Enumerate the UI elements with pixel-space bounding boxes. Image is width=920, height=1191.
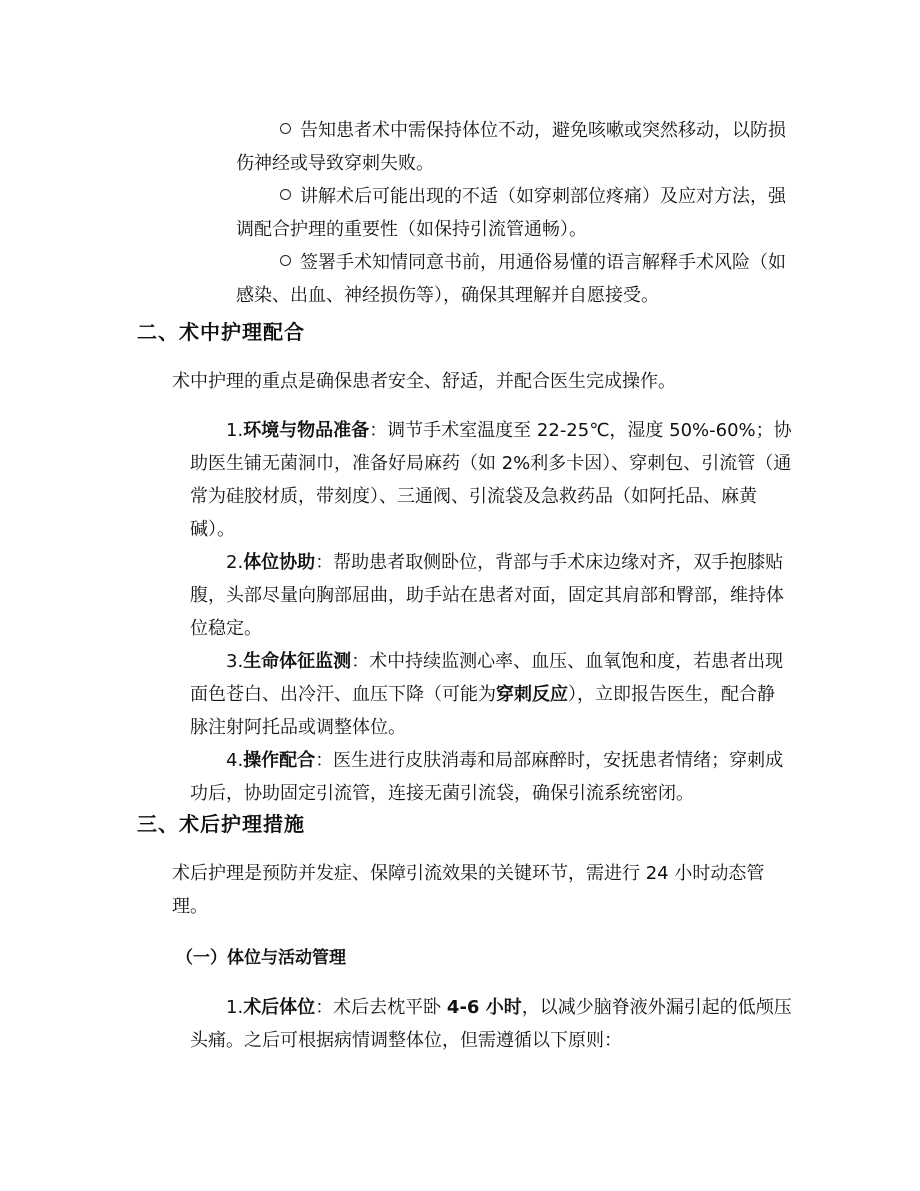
section-intro: 术中护理的重点是确保患者安全、舒适，并配合医生完成操作。 bbox=[172, 371, 676, 392]
list-item: 讲解术后可能出现的不适（如穿刺部位疼痛）及应对方法，强调配合护理的重要性（如保持引流管通畅）。 bbox=[236, 186, 786, 240]
list-item: 4.操作配合：医生进行皮肤消毒和局部麻醉时，安抚患者情绪；穿刺成功后，协助固定引流管，连接无菌引流袋，确保引流系统密闭。 bbox=[190, 750, 784, 804]
item-term: 环境与物品准备 bbox=[243, 420, 370, 441]
list-item: 1.环境与物品准备：调节手术室温度至 22-25℃，湿度 50%-60%；协助医生铺无菌洞巾，准备好局麻药（如 2%利多卡因）、穿刺包、引流管（通常为硅胶材质，带刻度）、三通阀、引流袋及急救药品（如阿托品、麻黄碱）。 bbox=[190, 420, 792, 540]
circle-bullet-icon bbox=[280, 255, 291, 266]
section-intro: 术后护理是预防并发症、保障引流效果的关键环节，需进行 24 小时动态管理。 bbox=[172, 863, 765, 917]
item-term: 操作配合 bbox=[243, 750, 316, 771]
list-item: 3.生命体征监测：术中持续监测心率、血压、血氧饱和度，若患者出现面色苍白、出冷汗、血压下降（可能为穿刺反应），立即报告医生，配合静脉注射阿托品或调整体位。 bbox=[190, 651, 784, 738]
section-heading: 三、术后护理措施 bbox=[137, 812, 305, 836]
section-heading: 二、术中护理配合 bbox=[137, 320, 305, 344]
list-item: 签署手术知情同意书前，用通俗易懂的语言解释手术风险（如感染、出血、神经损伤等），确保其理解并自愿接受。 bbox=[236, 252, 786, 306]
item-term: 体位协助 bbox=[243, 552, 316, 573]
numbered-list bbox=[190, 991, 792, 1057]
list-item: 1.术后体位：术后去枕平卧 4-6 小时，以减少脑脊液外漏引起的低颅压头痛。之后可根据病情调整体位，但需遵循以下原则： bbox=[190, 997, 792, 1051]
pre-bullet-list bbox=[236, 114, 792, 312]
sub-heading: （一）体位与活动管理 bbox=[176, 948, 346, 968]
list-item: 告知患者术中需保持体位不动，避免咳嗽或突然移动，以防损伤神经或导致穿刺失败。 bbox=[236, 120, 786, 174]
circle-bullet-icon bbox=[280, 123, 291, 134]
list-item: 2.体位协助：帮助患者取侧卧位，背部与手术床边缘对齐，双手抱膝贴腹，头部尽量向胸部屈曲，助手站在患者对面，固定其肩部和臀部，维持体位稳定。 bbox=[190, 552, 784, 639]
circle-bullet-icon bbox=[280, 189, 291, 200]
item-term: 生命体征监测 bbox=[243, 651, 352, 672]
item-term: 术后体位 bbox=[243, 997, 316, 1018]
numbered-list bbox=[190, 414, 792, 810]
